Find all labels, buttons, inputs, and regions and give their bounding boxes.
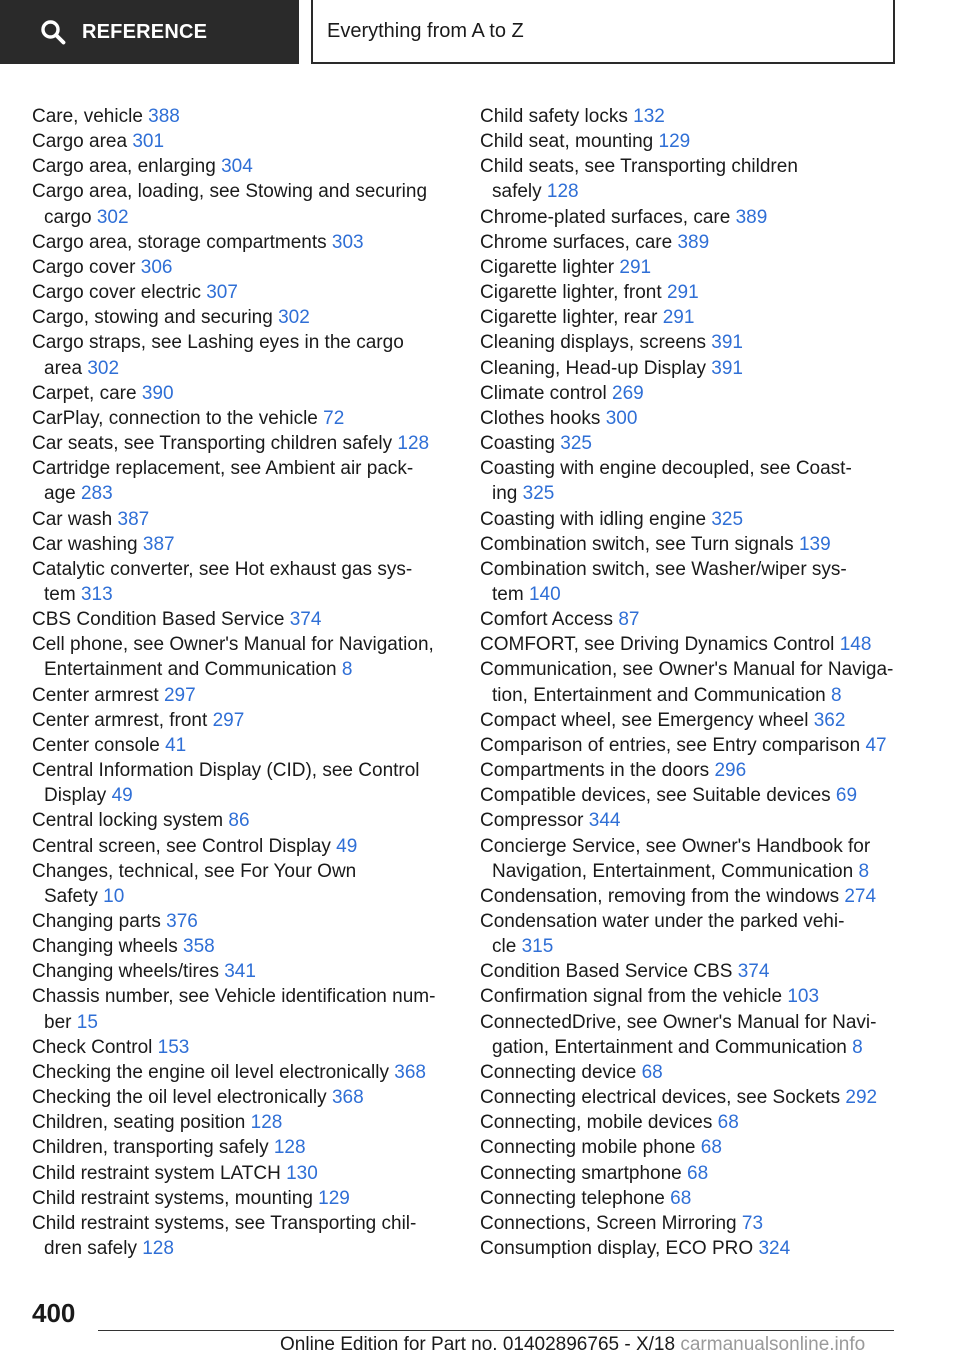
page-ref-link[interactable]: 87 bbox=[618, 609, 640, 631]
entry-text: Center armrest, front bbox=[32, 709, 213, 731]
page-ref-link[interactable]: 103 bbox=[787, 986, 820, 1008]
entry-text: Cell phone, see Owner's Manual for Navigation, bbox=[32, 634, 434, 656]
entry-text: gation, Entertainment and Communication bbox=[492, 1036, 853, 1058]
entry-text: Comfort Access bbox=[480, 609, 619, 631]
index-entry bbox=[32, 255, 442, 280]
entry-text: Changing parts bbox=[32, 911, 167, 932]
page-ref-link[interactable]: 387 bbox=[142, 533, 175, 555]
page-ref-link[interactable]: 368 bbox=[331, 1087, 364, 1109]
page-ref-link[interactable]: 387 bbox=[117, 508, 150, 530]
page-ref-link[interactable]: 8 bbox=[831, 684, 842, 706]
entry-text: cle bbox=[492, 936, 522, 958]
page-ref-link[interactable]: 69 bbox=[835, 785, 858, 807]
page-ref-link[interactable]: 313 bbox=[80, 583, 113, 605]
page-ref-link[interactable]: 68 bbox=[687, 1162, 709, 1184]
entry-text: Car seats, see Transporting children safely bbox=[32, 433, 398, 455]
page-ref-link[interactable]: 68 bbox=[670, 1187, 692, 1209]
index-entry bbox=[32, 909, 442, 934]
index-entry bbox=[32, 280, 442, 305]
entry-text: Cigarette lighter bbox=[480, 256, 620, 278]
entry-text: Cargo straps, see Lashing eyes in the cargo bbox=[32, 332, 404, 354]
entry-text: Child restraint systems, mounting bbox=[32, 1187, 319, 1209]
index-entry bbox=[480, 657, 900, 707]
page-ref-link[interactable]: 291 bbox=[619, 256, 652, 278]
entry-text: Compressor bbox=[480, 810, 589, 832]
page-ref-link[interactable]: 8 bbox=[341, 659, 353, 681]
page-ref-link[interactable]: 129 bbox=[318, 1187, 350, 1209]
index-entry bbox=[480, 381, 900, 406]
entry-text: Connecting telephone bbox=[480, 1187, 671, 1209]
footer-edition bbox=[280, 1334, 865, 1356]
entry-text: Consumption display, ECO PRO bbox=[480, 1238, 759, 1260]
index-entry bbox=[32, 154, 442, 179]
entry-text: Communication, see Owner's Manual for Naviga- bbox=[480, 659, 894, 681]
index-entry bbox=[480, 255, 900, 280]
page-ref-link[interactable]: 306 bbox=[140, 256, 173, 278]
page-ref-link[interactable]: 72 bbox=[323, 407, 345, 429]
index-entry bbox=[480, 1211, 900, 1236]
entry-text: Navigation, Entertainment, Communication bbox=[492, 860, 859, 882]
site-watermark: carmanualsonline.info bbox=[680, 1334, 866, 1355]
page-ref-link[interactable]: 73 bbox=[741, 1212, 764, 1234]
entry-text: Catalytic converter, see Hot exhaust gas sys- bbox=[32, 558, 413, 580]
entry-text: Combination switch, see Turn signals bbox=[480, 533, 799, 555]
index-entry bbox=[32, 708, 442, 733]
page-ref-link[interactable]: 303 bbox=[331, 231, 364, 253]
index-entry bbox=[480, 909, 900, 959]
footer-divider bbox=[98, 1330, 894, 1331]
page-ref-link[interactable]: 129 bbox=[658, 131, 691, 153]
index-entry bbox=[480, 1186, 900, 1211]
entry-text: Cargo, stowing and securing bbox=[32, 307, 279, 329]
page-ref-link[interactable]: 15 bbox=[76, 1011, 98, 1033]
index-entry bbox=[32, 230, 442, 255]
entry-text: Changing wheels/tires bbox=[32, 961, 225, 983]
entry-text: tem bbox=[44, 583, 81, 605]
entry-text: Connecting, mobile devices bbox=[480, 1112, 718, 1134]
index-entry bbox=[32, 104, 442, 129]
entry-text: Connecting electrical devices, see Sockets bbox=[480, 1087, 846, 1109]
entry-text: Connections, Screen Mirroring bbox=[480, 1212, 742, 1234]
entry-text: Cigarette lighter, front bbox=[480, 282, 667, 304]
entry-text: Climate control bbox=[480, 382, 612, 404]
index-entry bbox=[480, 1135, 900, 1160]
page-ref-link[interactable]: 302 bbox=[96, 206, 129, 228]
page-ref-link[interactable]: 274 bbox=[844, 885, 877, 907]
entry-text: Condition Based Service CBS bbox=[480, 961, 738, 983]
page-ref-link[interactable]: 390 bbox=[141, 382, 174, 404]
entry-text: Connecting smartphone bbox=[480, 1162, 688, 1184]
entry-text: Checking the oil level electronically bbox=[32, 1087, 332, 1109]
index-entry bbox=[32, 607, 442, 632]
entry-text: Center console bbox=[32, 734, 166, 756]
index-entry bbox=[480, 356, 900, 381]
page-ref-link[interactable]: 325 bbox=[711, 508, 744, 530]
index-entry bbox=[32, 557, 442, 607]
index-entry bbox=[32, 934, 442, 959]
reference-tab-label: REFERENCE bbox=[82, 20, 208, 43]
entry-text: Check Control bbox=[32, 1036, 158, 1058]
index-entry bbox=[32, 808, 442, 833]
entry-text: Child seats, see Transporting children bbox=[480, 156, 798, 178]
index-entry bbox=[480, 808, 900, 833]
entry-text: Cigarette lighter, rear bbox=[480, 307, 663, 329]
entry-text: age bbox=[44, 483, 81, 505]
page-ref-link[interactable]: 130 bbox=[286, 1162, 318, 1184]
entry-text: Child restraint system LATCH bbox=[32, 1162, 287, 1184]
entry-text: Central screen, see Control Display bbox=[32, 835, 337, 857]
entry-text: Cargo area, storage compartments bbox=[32, 231, 332, 253]
entry-text: Care, vehicle bbox=[32, 106, 149, 127]
index-entry bbox=[480, 205, 900, 230]
entry-text: Cleaning, Head-up Display bbox=[480, 357, 712, 379]
edition-text: Online Edition for Part no. 01402896765 - X/18 bbox=[280, 1334, 676, 1355]
entry-text: Cartridge replacement, see Ambient air pack- bbox=[32, 458, 414, 480]
page-ref-link[interactable]: 374 bbox=[737, 961, 770, 983]
entry-text: Chassis number, see Vehicle identification num- bbox=[32, 986, 436, 1008]
page-ref-link[interactable]: 296 bbox=[714, 760, 747, 782]
entry-text: ConnectedDrive, see Owner's Manual for Navi- bbox=[480, 1011, 877, 1033]
index-entry bbox=[480, 1110, 900, 1135]
index-entry bbox=[480, 959, 900, 984]
index-column-left bbox=[32, 104, 442, 1261]
page-ref-link[interactable]: 341 bbox=[224, 961, 256, 983]
index-entry bbox=[32, 129, 442, 154]
entry-text: Central Information Display (CID), see Control bbox=[32, 760, 420, 782]
index-entry bbox=[480, 783, 900, 808]
page-ref-link[interactable]: 291 bbox=[662, 307, 695, 329]
page-ref-link[interactable]: 297 bbox=[212, 709, 245, 731]
entry-text: Connecting mobile phone bbox=[480, 1137, 701, 1159]
page-ref-link[interactable]: 148 bbox=[839, 634, 872, 656]
index-entry bbox=[32, 758, 442, 808]
index-entry bbox=[32, 1085, 442, 1110]
page-ref-link[interactable]: 388 bbox=[148, 106, 180, 127]
page-ref-link[interactable]: 302 bbox=[278, 307, 310, 329]
page-ref-link[interactable]: 68 bbox=[717, 1112, 739, 1134]
page-ref-link[interactable]: 304 bbox=[221, 156, 253, 178]
reference-tab[interactable] bbox=[0, 0, 299, 64]
index-entry bbox=[32, 456, 442, 506]
page-ref-link[interactable]: 300 bbox=[605, 407, 638, 429]
entry-text: Changing wheels bbox=[32, 936, 184, 958]
index-entry bbox=[32, 1035, 442, 1060]
index-entry bbox=[480, 1161, 900, 1186]
page-ref-link[interactable]: 389 bbox=[677, 231, 710, 253]
index-entry bbox=[32, 859, 442, 909]
page-ref-link[interactable]: 128 bbox=[546, 181, 579, 203]
entry-text: Child seat, mounting bbox=[480, 131, 659, 153]
index-entry bbox=[32, 532, 442, 557]
entry-text: cargo bbox=[44, 206, 97, 228]
index-entry bbox=[32, 179, 442, 229]
entry-text: Car wash bbox=[32, 508, 118, 530]
index-entry bbox=[480, 834, 900, 884]
page-ref-link[interactable]: 128 bbox=[250, 1112, 283, 1134]
page-ref-link[interactable]: 291 bbox=[666, 282, 699, 304]
entry-text: Confirmation signal from the vehicle bbox=[480, 986, 788, 1008]
index-entry bbox=[480, 758, 900, 783]
index-entry bbox=[480, 406, 900, 431]
page-ref-link[interactable]: 128 bbox=[142, 1238, 174, 1260]
index-entry bbox=[32, 305, 442, 330]
index-entry bbox=[32, 1161, 442, 1186]
index-entry bbox=[480, 104, 900, 129]
page-ref-link[interactable]: 391 bbox=[711, 357, 743, 379]
entry-text: Safety bbox=[44, 885, 104, 907]
page-ref-link[interactable]: 283 bbox=[80, 483, 113, 505]
entry-text: Cargo area, loading, see Stowing and securing bbox=[32, 181, 428, 203]
page-ref-link[interactable]: 358 bbox=[183, 936, 215, 958]
index-entry bbox=[480, 733, 900, 758]
entry-text: dren safely bbox=[44, 1238, 143, 1260]
index-entry bbox=[480, 984, 900, 1009]
entry-text: Child restraint systems, see Transporting chil- bbox=[32, 1212, 417, 1234]
entry-text: Condensation water under the parked vehi- bbox=[480, 911, 845, 932]
page-ref-link[interactable]: 49 bbox=[111, 785, 133, 807]
page-ref-link[interactable]: 68 bbox=[641, 1061, 663, 1083]
page-ref-link[interactable]: 8 bbox=[858, 860, 870, 882]
index-entry bbox=[480, 1010, 900, 1060]
page-ref-link[interactable]: 301 bbox=[132, 131, 165, 153]
entry-text: Display bbox=[44, 785, 112, 807]
page-ref-link[interactable]: 302 bbox=[87, 357, 120, 379]
entry-text: Coasting with engine decoupled, see Coast- bbox=[480, 458, 852, 480]
page-ref-link[interactable]: 139 bbox=[798, 533, 831, 555]
entry-text: Children, seating position bbox=[32, 1112, 251, 1134]
entry-text: Coasting bbox=[480, 433, 561, 455]
page-ref-link[interactable]: 140 bbox=[528, 583, 561, 605]
index-entry bbox=[32, 381, 442, 406]
page-ref-link[interactable]: 128 bbox=[273, 1137, 306, 1159]
page-ref-link[interactable]: 86 bbox=[228, 810, 250, 832]
entry-text: Condensation, removing from the windows bbox=[480, 885, 845, 907]
entry-text: safely bbox=[492, 181, 547, 203]
index-entry bbox=[32, 1186, 442, 1211]
index-column-right bbox=[480, 104, 900, 1261]
page-ref-link[interactable]: 376 bbox=[166, 911, 198, 932]
index-entry bbox=[480, 507, 900, 532]
section-title-tab bbox=[311, 0, 895, 64]
section-title: Everything from A to Z bbox=[327, 19, 524, 42]
page-ref-link[interactable]: 389 bbox=[735, 206, 768, 228]
index-entry bbox=[32, 406, 442, 431]
page-ref-link[interactable]: 292 bbox=[845, 1087, 878, 1109]
page-ref-link[interactable]: 41 bbox=[165, 734, 187, 756]
index-entry bbox=[480, 431, 900, 456]
index-entry bbox=[480, 456, 900, 506]
index-entry bbox=[480, 154, 900, 204]
page-ref-link[interactable]: 374 bbox=[289, 609, 322, 631]
page-ref-link[interactable]: 297 bbox=[163, 684, 196, 706]
index-entry bbox=[32, 330, 442, 380]
entry-text: Central locking system bbox=[32, 810, 229, 832]
page-ref-link[interactable]: 315 bbox=[521, 936, 554, 958]
page-ref-link[interactable]: 49 bbox=[336, 835, 358, 857]
index-entry bbox=[480, 129, 900, 154]
page-ref-link[interactable]: 8 bbox=[852, 1036, 863, 1058]
entry-text: Coasting with idling engine bbox=[480, 508, 712, 530]
page-ref-link[interactable]: 10 bbox=[103, 885, 125, 907]
index-entry bbox=[480, 557, 900, 607]
index-entry bbox=[32, 683, 442, 708]
entry-text: area bbox=[44, 357, 88, 379]
entry-text: COMFORT, see Driving Dynamics Control bbox=[480, 634, 840, 656]
page-ref-link[interactable]: 269 bbox=[612, 382, 644, 404]
index-entry bbox=[480, 884, 900, 909]
page-ref-link[interactable]: 153 bbox=[157, 1036, 190, 1058]
index-entry bbox=[480, 1085, 900, 1110]
entry-text: Children, transporting safely bbox=[32, 1137, 274, 1159]
index-entry bbox=[32, 1110, 442, 1135]
entry-text: Chrome-plated surfaces, care bbox=[480, 206, 736, 228]
entry-text: CBS Condition Based Service bbox=[32, 609, 290, 631]
entry-text: CarPlay, connection to the vehicle bbox=[32, 407, 324, 429]
page-ref-link[interactable]: 307 bbox=[206, 282, 238, 304]
index-entry bbox=[32, 632, 442, 682]
entry-text: ing bbox=[492, 483, 523, 505]
index-entry bbox=[480, 1236, 900, 1261]
index-entry bbox=[32, 959, 442, 984]
page-ref-link[interactable]: 68 bbox=[700, 1137, 722, 1159]
index-entry bbox=[480, 280, 900, 305]
page-ref-link[interactable]: 128 bbox=[397, 433, 430, 455]
index-entry bbox=[480, 305, 900, 330]
entry-text: Changes, technical, see For Your Own bbox=[32, 860, 357, 882]
index-entry bbox=[32, 733, 442, 758]
index-entry bbox=[32, 1135, 442, 1160]
entry-text: Child safety locks bbox=[480, 106, 634, 127]
index-entry bbox=[480, 330, 900, 355]
index-entry bbox=[480, 708, 900, 733]
entry-text: Clothes hooks bbox=[480, 407, 606, 429]
page-ref-link[interactable]: 132 bbox=[633, 106, 665, 127]
index-entry bbox=[480, 230, 900, 255]
index-entry bbox=[32, 984, 442, 1034]
page-header bbox=[0, 0, 960, 66]
index-entry bbox=[32, 507, 442, 532]
entry-text: Cargo area bbox=[32, 131, 133, 153]
entry-text: Center armrest bbox=[32, 684, 164, 706]
index-entry bbox=[480, 607, 900, 632]
entry-text: Concierge Service, see Owner's Handbook for bbox=[480, 835, 871, 857]
search-icon bbox=[40, 19, 66, 45]
entry-text: Compact wheel, see Emergency wheel bbox=[480, 709, 814, 731]
entry-text: tem bbox=[492, 583, 529, 605]
index-entry bbox=[32, 431, 442, 456]
entry-text: Connecting device bbox=[480, 1061, 642, 1083]
page-ref-link[interactable]: 325 bbox=[560, 433, 592, 455]
page-ref-link[interactable]: 325 bbox=[522, 483, 555, 505]
page-ref-link[interactable]: 47 bbox=[865, 734, 887, 756]
entry-text: Carpet, care bbox=[32, 382, 142, 404]
page-ref-link[interactable]: 324 bbox=[758, 1238, 791, 1260]
entry-text: Compartments in the doors bbox=[480, 760, 715, 782]
page-ref-link[interactable]: 344 bbox=[588, 810, 621, 832]
index-entry bbox=[32, 834, 442, 859]
entry-text: Cleaning displays, screens bbox=[480, 332, 712, 354]
index-entry bbox=[480, 532, 900, 557]
entry-text: ber bbox=[44, 1011, 77, 1033]
entry-text: Cargo area, enlarging bbox=[32, 156, 222, 178]
entry-text: Car washing bbox=[32, 533, 143, 555]
page-ref-link[interactable]: 368 bbox=[394, 1061, 426, 1083]
entry-text: Checking the engine oil level electronically bbox=[32, 1061, 395, 1083]
index-entry bbox=[480, 632, 900, 657]
page-ref-link[interactable]: 391 bbox=[711, 332, 743, 354]
index-entry bbox=[32, 1060, 442, 1085]
entry-text: Cargo cover electric bbox=[32, 282, 207, 304]
entry-text: Entertainment and Communication bbox=[44, 659, 342, 681]
page-ref-link[interactable]: 362 bbox=[813, 709, 846, 731]
entry-text: tion, Entertainment and Communication bbox=[492, 684, 832, 706]
entry-text: Combination switch, see Washer/wiper sys- bbox=[480, 558, 847, 580]
entry-text: Comparison of entries, see Entry comparison bbox=[480, 734, 866, 756]
index-entry bbox=[480, 1060, 900, 1085]
entry-text: Cargo cover bbox=[32, 256, 141, 278]
index-entry bbox=[32, 1211, 442, 1261]
page-number: 400 bbox=[32, 1298, 76, 1328]
entry-text: Compatible devices, see Suitable devices bbox=[480, 785, 836, 807]
entry-text: Chrome surfaces, care bbox=[480, 231, 678, 253]
